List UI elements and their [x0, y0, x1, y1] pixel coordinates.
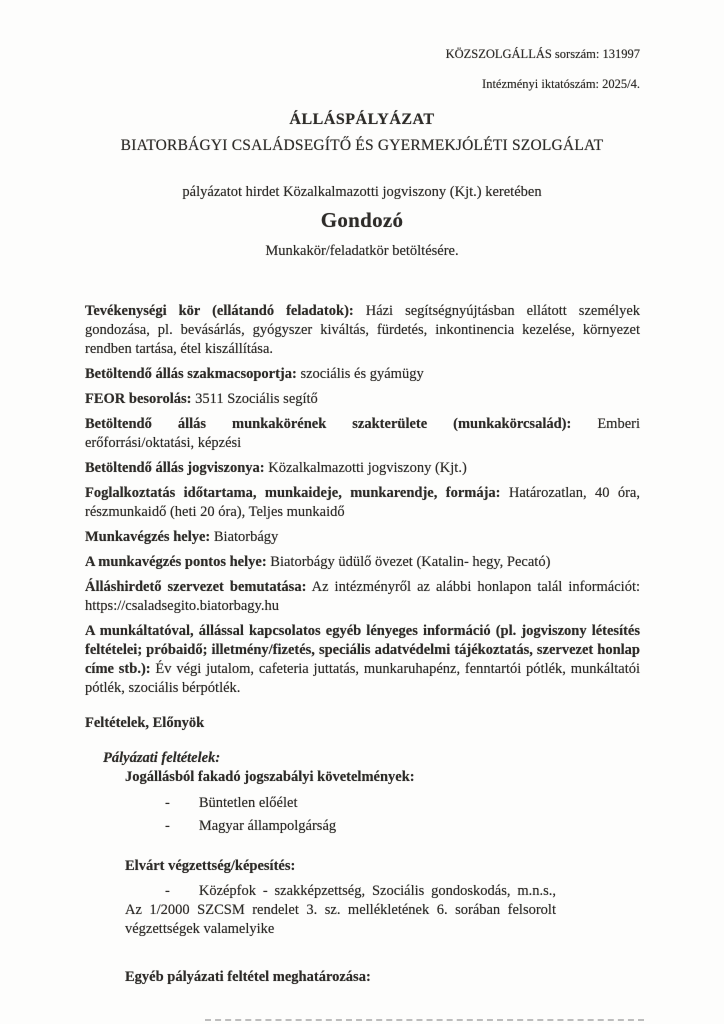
legal-item-text: Büntetlen előélet	[198, 795, 298, 811]
detail-label: Álláshirdető szervezet bemutatása:	[85, 579, 307, 595]
detail-value: Biatorbágy	[213, 529, 279, 545]
detail-value: szociális és gyámügy	[300, 366, 424, 382]
detail-value: Biatorbágy üdülő övezet (Katalin- hegy, Pecató)	[270, 554, 551, 570]
detail-value: Határozatlan, 40 óra, részmunkaidő (heti 20 óra), Teljes munkaidő	[85, 485, 640, 520]
detail-duties	[85, 302, 640, 359]
detail-work-location	[85, 528, 640, 547]
legal-requirement-item	[165, 817, 640, 836]
conditions-heading: Feltételek, Előnyök	[85, 715, 205, 731]
document-header	[0, 0, 724, 93]
detail-other-info	[85, 622, 640, 698]
detail-label: Betöltendő állás munkakörének szakterülete (munkakörcsalád):	[85, 416, 572, 432]
detail-specialty	[85, 415, 640, 453]
detail-value: Az intézményről az alábbi honlapon talál információt: https://csaladsegito.biatorbagy.hu	[85, 579, 641, 614]
document-body	[0, 302, 724, 987]
position-note: Munkakör/feladatkör betöltésére.	[265, 243, 459, 259]
legal-item-text: Magyar állampolgárság	[198, 818, 337, 834]
detail-organization-intro	[85, 578, 640, 616]
hyphen-bullet: -	[165, 883, 170, 899]
detail-feor-code	[85, 390, 640, 409]
detail-label: A munkáltatóval, állással kapcsolatos egyéb lényeges információ (pl. jogviszony létesítés feltételei; próbaidő; illetmény/fizetés, speciális adatvédelmi tájékoztatás, szervezet honlap címe stb.):	[85, 623, 640, 677]
detail-label: Betöltendő állás jogviszonya:	[85, 460, 265, 476]
detail-label: Foglalkoztatás időtartama, munkaideje, munkarendje, formája:	[85, 485, 501, 501]
detail-value: 3511 Szociális segítő	[195, 391, 318, 407]
position-title: Gondozó	[320, 208, 404, 232]
detail-label: Tevékenységi kör (ellátandó feladatok):	[85, 303, 354, 319]
scan-artifact-line	[205, 1019, 644, 1021]
detail-employment-terms	[85, 484, 640, 522]
registry-number: Intézményi iktatószám: 2025/4.	[482, 77, 640, 91]
education-requirements-heading: Elvárt végzettség/képesítés:	[125, 858, 296, 874]
hyphen-bullet: -	[165, 795, 170, 811]
organization-name: BIATORBÁGYI CSALÁDSEGÍTŐ ÉS GYERMEKJÓLÉTI SZOLGÁLAT	[120, 137, 604, 154]
detail-label: FEOR besorolás:	[85, 391, 192, 407]
education-requirement-item	[125, 882, 556, 939]
document-title: ÁLLÁSPÁLYÁZAT	[289, 111, 435, 128]
detail-value: Házi segítségnyújtásban ellátott személyek gondozása, pl. bevásárlás, gyógyszer kiváltás, fürdetés, inkontinencia kezelése, környezet rendben tartása, étel kiszállítása.	[85, 303, 641, 357]
detail-label: Munkavégzés helye:	[85, 529, 211, 545]
detail-legal-relation	[85, 459, 640, 478]
other-conditions-heading: Egyéb pályázati feltétel meghatározása:	[125, 969, 371, 985]
hyphen-bullet: -	[165, 818, 170, 834]
detail-value: Közalkalmazotti jogviszony (Kjt.)	[268, 460, 467, 476]
education-item-text: Középfok - szakképzettség, Szociális gondoskodás, m.n.s., Az 1/2000 SZCSM rendelet 3. sz. mellékletének 6. sorában felsorolt végzettségek valamelyike	[125, 883, 556, 937]
detail-value: Év végi jutalom, cafeteria juttatás, munkaruhapénz, fenntartói pótlék, munkáltatói pótlék, szociális bérpótlék.	[85, 661, 641, 696]
detail-value: Emberi erőforrási/oktatási, képzési	[85, 416, 640, 451]
detail-exact-location	[85, 553, 640, 572]
detail-profession-group	[85, 365, 640, 384]
announcement-line: pályázatot hirdet Közalkalmazotti jogviszony (Kjt.) keretében	[182, 184, 542, 200]
detail-label: Betöltendő állás szakmacsoportja:	[85, 366, 297, 382]
title-block	[0, 111, 724, 260]
legal-requirement-item	[165, 794, 640, 813]
legal-requirements-heading: Jogállásból fakadó jogszabályi követelmények:	[125, 769, 415, 785]
application-requirements-heading: Pályázati feltételek:	[103, 750, 221, 766]
serial-number: KÖZSZOLGÁLLÁS sorszám: 131997	[445, 47, 640, 61]
detail-label: A munkavégzés pontos helye:	[85, 554, 267, 570]
